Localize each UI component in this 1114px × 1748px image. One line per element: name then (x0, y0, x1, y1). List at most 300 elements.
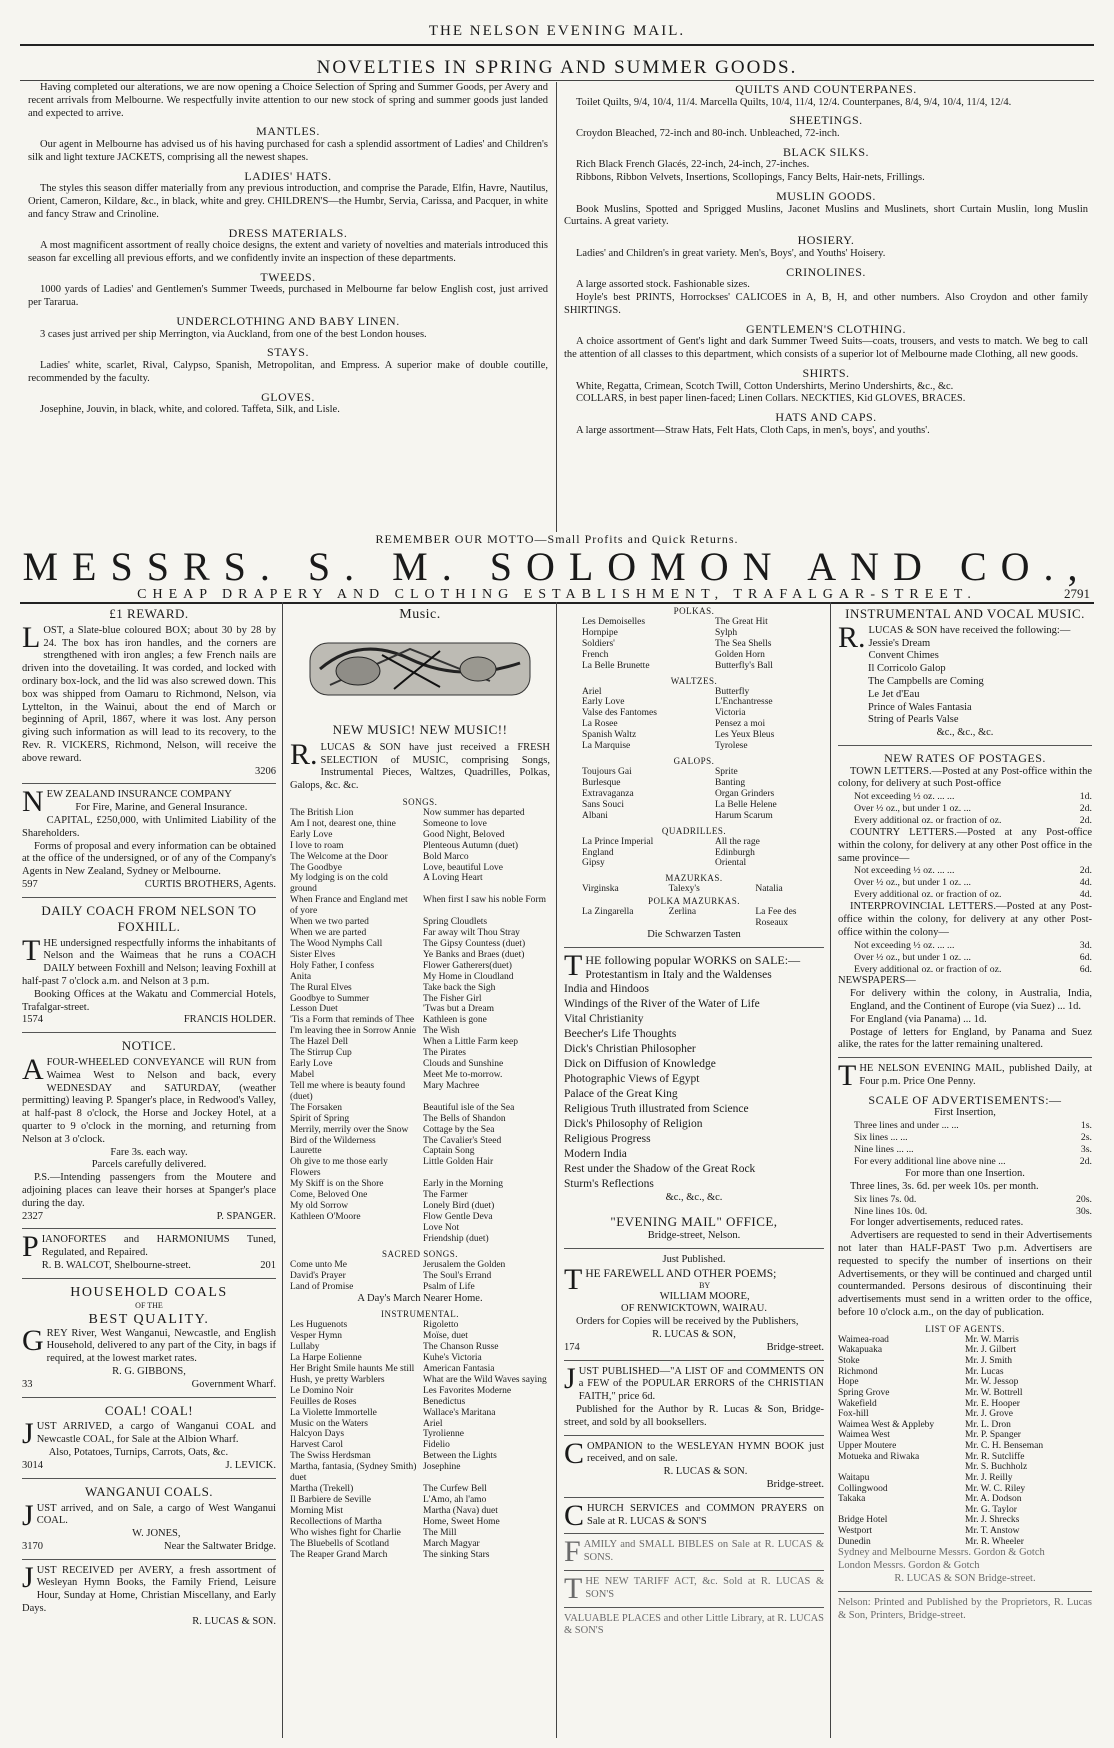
shirts-text: White, Regatta, Crimean, Scotch Twill, Cotton Undershirts, Merino Undershirts, &c., &c. (576, 380, 954, 392)
column-4: INSTRUMENTAL AND VOCAL MUSIC. R. LUCAS & SON have received the following:— Jessie's Dream Convent Chimes Il Corricolo Galop The Campbells are Coming Le Jet d'Eau Prince of Wales Fantasia String of Pearls Valse &c., &c., &c. NEW RATES OF POSTAGES. TOWN LETTERS.—Posted at any Post-office within the colony, for delivery at such Post-office Not exceeding ½ oz. ... ... 1d. Over ½ oz., but under 1 oz. ... 2d. Every additional oz. or fraction of oz. 2d. COUNTRY LETTERS.—Posted at any Post-office within the colony, for delivery at any other Post office in the same province— Not exceeding ½ oz. ... ... 2d. Over ½ oz., but under 1 oz. ... 4d. Every additional oz. or fraction of oz. 4d. INTERPROVINCIAL LETTERS.—Posted at any Post-office within the colony, for delivery at any other Post-office within the colony— Not exceeding ½ oz. ... ... 3d. Over ½ oz., but under 1 oz. ... 6d. Every additional oz. or fraction of oz. 6d. NEWSPAPERS— For delivery within the colony, in Australia, India, England, and the Continent of Europe (via Suez) ... 1d. For England (via Panama) ... 1d. Postage of letters for England, by Panama and Suez alike, the rates for the latter remaining unaltered. THE NELSON EVENING MAIL, published Daily, at Four p.m. Price One Penny. SCALE OF ADVERTISEMENTS:— First Insertion, Three lines and under ... ... 1s. Six lines ... ... 2s. Nine lines ... ... 3s. For every additional line above nine ... 2d. For more than one Insertion. Three lines, 3s. 6d. per week 10s. per month. Six lines 7s. 0d. 20s. Nine lines 10s. 0d. 30s. For longer advertisements, reduced rates. Advertisers are requested to send in their Advertisements not later than HALF-PAST Two p.m. Advertisers are requested to specify the number of insertions on their Advertisements, or they will be continued and charged until countermanded. Persons desirous of discontinuing their advertisements must send in a written order to the office, before 10 o'clock a.m., on the day of publication. LIST OF AGENTS. Waimea-road Mr. W. Marris Wakapuaka Mr. J. Gilbert Stoke Mr. J. Smith Richmond Mr. Lucas Hope Mr. W. Jessop Spring Grove Mr. W. Bottrell Wakefield Mr. E. Hooper Fox-hill Mr. J. Grove Waimea West & Appleby Mr. L. Dron Waimea West Mr. P. Spanger Upper Moutere Mr. C. H. Benseman Motueka and Riwaka Mr. R. Sutcliffe Mr. S. Buchholz Waitapu Mr. J. Reilly Collingwood Mr. W. C. Riley Takaka Mr. A. Dodson Mr. G. Taylor Bridge Hotel Mr. J. Shrecks Westport Mr. T. Anstow Dunedin Mr. R. Wheeler Sydney and Melbourne Messrs. Gordon & Gotch London Messrs. Gordon & Gotch R. LUCAS & SON Bridge-street. Nelson: Printed and Published by the Proprietors, R. Lucas & Son, Printers, Bridge-street. (838, 606, 1092, 1621)
fare-text: Fare 3s. each way. (110, 1146, 188, 1158)
work-title: Beecher's Life Thoughts (564, 1028, 677, 1041)
quilts-heading: QUILTS AND COUNTERPANES. (735, 82, 917, 96)
mail-initial: T (838, 1059, 857, 1093)
headline-rule (20, 80, 1094, 81)
column-2 (290, 606, 550, 1742)
silks-heading: BLACK SILKS. (782, 144, 869, 159)
agent-row (838, 1356, 1092, 1367)
wanganui-signature: W. JONES, (132, 1528, 181, 1540)
new-music-heading: NEW MUSIC! NEW MUSIC!! (332, 721, 508, 737)
coals-wharf: Government Wharf. (191, 1378, 276, 1390)
instrumental-title: L'Amo, ah l'amo (423, 1495, 487, 1506)
rate-value: 6d. (1079, 951, 1092, 963)
piano-number: 201 (260, 1259, 276, 1271)
song-title: Love, beautiful Love (423, 862, 503, 873)
sacred-song-title: David's Prayer (290, 1270, 346, 1281)
farewell-place: OF RENWICKTOWN, WAIRAU. (620, 1303, 768, 1315)
dance-title: Edinburgh (715, 847, 755, 858)
prints-text: Hoyle's best PRINTS, Horrockses' CALICOES in A, B, H, and other numbers. Also Croydon and other family SHIRTINGS. (564, 292, 1088, 316)
song-title: The Rural Elves (290, 982, 352, 993)
piece-title: String of Pearls Valse (868, 714, 959, 726)
instrumental-title: Benedictus (423, 1396, 466, 1407)
works-initial: T (564, 948, 583, 982)
notice-heading: NOTICE. (121, 1038, 177, 1054)
song-title: I love to roam (290, 840, 344, 851)
song-title: My old Sorrow (290, 1201, 349, 1212)
song-title: The Farmer (423, 1190, 468, 1201)
companion-signature: R. LUCAS & SON. (663, 1466, 748, 1478)
dance-title: Butterfly (715, 686, 750, 697)
first-insertion: First Insertion, (934, 1107, 996, 1119)
song-title: Anita (290, 971, 312, 982)
song-title: Oh give to me those early Flowers (290, 1157, 388, 1179)
work-title: Dick on Diffusion of Knowledge (564, 1058, 716, 1071)
song-title: Holy Father, I confess (290, 960, 375, 971)
separator (838, 1057, 1092, 1058)
town-rates (838, 791, 1092, 827)
just-published-note: Published for the Author by R. Lucas & Son, Bridge-street, and sold by all booksellers. (564, 1403, 824, 1428)
song-title: Clouds and Sunshine (423, 1059, 504, 1070)
dance-title: The Sea Shells (715, 638, 772, 649)
agent-place: Wakefield (838, 1398, 877, 1409)
song-title: Far away wilt Thou Stray (423, 928, 520, 939)
coals-signature: R. G. GIBBONS, (112, 1366, 186, 1377)
gloves-heading: GLOVES. (261, 389, 315, 404)
instrumental-title: Le Domino Noir (290, 1385, 354, 1396)
song-title: Flower Gatherers(duet) (423, 960, 512, 971)
agent-row (838, 1515, 1092, 1526)
agent-row (838, 1526, 1092, 1537)
sheetings-text: Croydon Bleached, 72-inch and 80-inch. Unbleached, 72-inch. (576, 128, 840, 140)
farewell-by: BY (699, 1280, 711, 1290)
work-title: Palace of the Great King (564, 1088, 678, 1101)
dance-title: Sans Souci (582, 799, 624, 810)
avery-text: UST RECEIVED per AVERY, a fresh assortment of Wesleyan Hymn Books, the Family Friend, Leisure Hour, Sunday at Home, Christian Miscellany, and Early Days. (22, 1564, 276, 1615)
nz-initial: N (22, 785, 44, 819)
separator (22, 1032, 276, 1033)
stays-heading: STAYS. (267, 345, 309, 360)
song-title: Early Love (290, 1059, 333, 1070)
work-title: Windings of the River of the Water of Life (564, 998, 760, 1011)
column-rule-1 (282, 602, 283, 1738)
work-title: Rest under the Shadow of the Great Rock (564, 1162, 756, 1175)
instrumental-title: Moïse, duet (423, 1331, 468, 1342)
tweeds-heading: TWEEDS. (260, 269, 316, 284)
coal-heading: COAL! COAL! (104, 1402, 194, 1418)
more-insertion: For more than one Insertion. (905, 1168, 1025, 1180)
tariff-text: HE NEW TARIFF ACT, &c. Sold at R. LUCAS & SON'S (585, 1575, 824, 1600)
dance-title: Hornpipe (582, 627, 618, 638)
rate-label: Three lines and under ... ... (854, 1120, 959, 1132)
work-title: Protestantism in Italy and the Waldenses (585, 968, 772, 981)
reward-initial: L (22, 620, 41, 654)
agent-row (838, 1345, 1092, 1356)
printed-by: Nelson: Printed and Published by the Proprietors, R. Lucas & Son, Printers, Bridge-street. (838, 1596, 1092, 1621)
song-title: The Wood Nymphs Call (290, 938, 383, 949)
scale-heading: SCALE OF ADVERTISEMENTS:— (868, 1092, 1062, 1107)
lucas-initial: R. (290, 737, 318, 771)
muslin-heading: MUSLIN GOODS. (776, 189, 876, 204)
music-instruments-illustration (290, 629, 550, 707)
rate-value: 3s. (1080, 1144, 1092, 1156)
dance-title: Extravaganza (582, 788, 634, 799)
agent-name: Mr. P. Spanger (965, 1430, 1021, 1441)
just-published-initial: J (564, 1361, 576, 1395)
song-title: Beautiful isle of the Sea (423, 1102, 515, 1113)
instrumental-title: Lullaby (290, 1342, 320, 1353)
dance-title: La Rosee (582, 719, 618, 730)
family-bibles-text: AMILY and SMALL BIBLES on Sale at R. LUCAS & SONS. (583, 1539, 824, 1564)
agent-row (838, 1441, 1092, 1452)
work-title: Vital Christianity (564, 1013, 644, 1026)
agent-row (838, 1388, 1092, 1399)
rate-row (838, 1132, 1092, 1144)
agent-place (838, 1462, 965, 1473)
agent-name: Mr. W. Bottrell (965, 1387, 1023, 1398)
song-title: The British Lion (290, 807, 354, 818)
instrumental-title: Between the Lights (423, 1451, 497, 1462)
instrumental-title: Music on the Waters (290, 1418, 368, 1429)
muslin-text: Book Muslins, Spotted and Sprigged Muslins, Jaconet Muslins and Muslinets, short Curtain Muslin, long Muslin Curtains. A great variety. (564, 203, 1088, 228)
instrumental-title: The Swiss Herdsman (290, 1451, 371, 1462)
ad-number: 2791 (1064, 586, 1090, 601)
agent-place: Hope (838, 1377, 859, 1388)
instrumental-title: Recollections of Martha (290, 1516, 382, 1527)
song-title: Captain Song (423, 1146, 475, 1157)
coals-number: 33 (22, 1378, 33, 1390)
dance-title: La Marquise (582, 741, 631, 752)
separator (564, 1497, 824, 1498)
song-title: The Welcome at the Door (290, 851, 388, 862)
column-rule-3 (830, 602, 831, 1738)
rate-row (838, 952, 1092, 964)
instrumental-title: Tyrolienne (423, 1429, 465, 1440)
song-title: Lesson Duet (290, 1004, 338, 1015)
separator (564, 1607, 824, 1608)
song-title: Goodbye to Summer (290, 993, 370, 1004)
just-published-text: UST PUBLISHED—"A LIST OF and COMMENTS ON a FEW of the POPULAR ERRORS of the CHRISTIAN FAITH," price 6d. (578, 1365, 824, 1403)
hosiery-heading: HOSIERY. (797, 233, 855, 248)
agent-name: Mr. R. Wheeler (965, 1536, 1024, 1547)
first-insertion-rates (838, 1120, 1092, 1168)
coal-signature: J. LEVICK. (225, 1459, 276, 1471)
dance-title: All the rage (715, 836, 760, 847)
dance-title: La Belle Brunette (582, 660, 650, 671)
rate-row (838, 1120, 1092, 1132)
songs-list (290, 808, 550, 1223)
gents-heading: GENTLEMEN'S CLOTHING. (746, 321, 906, 336)
instrumental-title: Martha (Trekell) (290, 1484, 354, 1495)
instrumental-title: Rigoletto (423, 1320, 459, 1331)
dance-title: Pensez a moi (715, 719, 766, 730)
country-rates (838, 865, 1092, 901)
piece-title: Il Corricolo Galop (868, 663, 946, 675)
instrumental-title: Kuhe's Victoria (423, 1353, 482, 1364)
wanganui-heading: WANGANUI COALS. (84, 1483, 214, 1499)
work-title: Sturm's Reflections (564, 1177, 654, 1190)
separator (22, 1559, 276, 1560)
underclothing-heading: UNDERCLOTHING AND BABY LINEN. (176, 314, 400, 329)
instrumental-title: Morning Mist (290, 1505, 344, 1516)
longer-ads: For longer advertisements, reduced rates. (850, 1217, 1024, 1229)
instrumental-title: Harvest Carol (290, 1440, 344, 1451)
coal-number: 3014 (22, 1459, 43, 1471)
rate-row (838, 791, 1092, 803)
postage-heading: NEW RATES OF POSTAGES. (884, 751, 1046, 766)
agent-name: Mr. A. Dodson (965, 1494, 1022, 1505)
reward-heading: £1 REWARD. (109, 606, 189, 621)
masthead-rule (20, 44, 1094, 46)
galops-heading: GALOPS. (673, 756, 715, 767)
song-title: Plenteous Autumn (duet) (423, 840, 518, 851)
instrumental-title: The Mill (423, 1527, 457, 1538)
song-title: When we are parted (290, 928, 367, 939)
agent-name: Mr. S. Buchholz (965, 1462, 1028, 1473)
dance-title: Zerlina (668, 907, 697, 918)
agent-place: Bridge Hotel (838, 1515, 888, 1526)
piano-text: IANOFORTES and HARMONIUMS Tuned, Regulated, and Repaired. (41, 1234, 276, 1259)
agent-row (838, 1420, 1092, 1431)
agent-row (838, 1377, 1092, 1388)
song-title: Take back the Sigh (423, 982, 496, 993)
reward-text: OST, a Slate-blue coloured BOX; about 30 by 28 by 24. The box has iron handles, and the corners are strengthened with iron angles; a few French nails are driven into the dovetailing. It was corded, and locked with ordinary box-lock, and the lid was also screwed down. This box was shipped from Oamaru to Richmond, Nelson, via Lyttelton, in the Wainui, about the end of March or beginning of April, 1867, where it was lost. Any person giving such information as will lead to its recovery, to the Rev. R. VICKERS, Richmond, Nelson, will receive the above reward. (22, 624, 276, 764)
quilts-text: Toilet Quilts, 9/4, 10/4, 11/4. Marcella Quilts, 10/4, 11/4, 12/4. Counterpanes, 8/4, 9/4, 10/4, 11/4, 12/4. (576, 96, 1012, 108)
song-title: Little Golden Hair (423, 1157, 494, 1168)
newspapers-england: For England (via Panama) (850, 1013, 961, 1025)
dance-title: The Great Hit (715, 616, 768, 627)
nz-capital: CAPITAL, £250,000, with Unlimited Liability of the Shareholders. (22, 815, 276, 839)
three-lines-rate: Three lines, 3s. 6d. per week 10s. per month. (850, 1180, 1039, 1192)
dance-title: Natalia (755, 884, 783, 895)
song-title: I'm leaving thee in Sorrow Annie (290, 1026, 416, 1037)
weekly-rates (838, 1194, 1092, 1218)
nz-subtitle: For Fire, Marine, and General Insurance. (75, 802, 248, 814)
hats-caps-text: A large assortment—Straw Hats, Felt Hats, Cloth Caps, in men's, boys', and youths'. (576, 424, 930, 436)
country-letters: COUNTRY LETTERS.—Posted at any Post-office within the colony, for delivery at any other Post office in the same province— (838, 827, 1092, 864)
mantles-heading: MANTLES. (256, 124, 320, 139)
agent-row (838, 1484, 1092, 1495)
newspapers-england-rate: 1d. (973, 1013, 987, 1025)
song-title: Am I not, dearest one, thine (290, 818, 396, 829)
instrumental-title: Les Favorites Moderne (423, 1385, 512, 1396)
dance-title: Early Love (582, 697, 625, 708)
agent-place: Wakapuaka (838, 1345, 883, 1356)
piano-signature: R. B. WALCOT, Shelbourne-street. (41, 1259, 191, 1271)
separator (22, 783, 276, 784)
crinolines-heading: CRINOLINES. (786, 264, 866, 279)
rate-label: Every additional oz. or fraction of oz. (854, 815, 1002, 827)
agent-row (838, 1430, 1092, 1441)
song-title: 'Twas but a Dream (423, 1004, 494, 1015)
agent-place (838, 1505, 965, 1516)
coach-initial: T (22, 933, 41, 967)
farewell-street: Bridge-street. (766, 1341, 824, 1353)
agent-place: Fox-hill (838, 1409, 869, 1420)
agent-row (838, 1367, 1092, 1378)
instrumental-title: Les Huguenots (290, 1320, 348, 1331)
dance-title: Oriental (715, 858, 747, 869)
rate-value: 1s. (1080, 1120, 1092, 1132)
instrumental-title: Vesper Hymn (290, 1331, 342, 1342)
song-title: Tell me where is beauty found (duet) (290, 1080, 406, 1102)
instrumental-title: La Violette Immortelle (290, 1407, 377, 1418)
nz-number: 597 (22, 879, 38, 890)
polkas-list (564, 617, 824, 672)
coals-of: OF THE (135, 1300, 163, 1310)
rate-value: 30s. (1075, 1205, 1092, 1217)
instrumental-list (290, 1320, 550, 1560)
agent-name: Mr. T. Anstow (965, 1526, 1020, 1537)
agent-name: Mr. J. Gilbert (965, 1345, 1017, 1356)
sacred-song-title: The Soul's Errand (423, 1270, 492, 1281)
song-title: The Hazel Dell (290, 1037, 349, 1048)
separator (22, 1478, 276, 1479)
dance-title: La Belle Helene (715, 799, 777, 810)
instrumental-title: What are the Wild Waves saying (423, 1374, 547, 1385)
agent-place: Collingwood (838, 1483, 888, 1494)
song-title: The Goodbye (290, 862, 342, 873)
agent-name: Mr. W. C. Riley (965, 1483, 1026, 1494)
family-initial: F (564, 1535, 581, 1569)
mazurkas-heading: MAZURKAS. (665, 873, 723, 884)
separator (564, 1533, 824, 1534)
song-title: The Wish (423, 1026, 460, 1037)
rate-label: Over ½ oz., but under 1 oz. ... (854, 803, 971, 815)
works-intro: HE following popular WORKS on SALE:— (585, 952, 801, 967)
agent-place: Upper Moutere (838, 1441, 897, 1452)
newspapers-colony: For delivery within the colony, in Australia, India, England, and the Continent of Europe (via Suez) (850, 988, 1092, 1013)
dance-title: Banting (715, 777, 746, 788)
rate-row (838, 964, 1092, 976)
interprovincial-letters: INTERPROVINCIAL LETTERS.—Posted at any Post-office within the colony, for delivery at any other Post-office within the colony— (838, 901, 1092, 938)
polka-mazurkas-heading: POLKA MAZURKAS. (647, 896, 740, 907)
establishment-line: CHEAP DRAPERY AND CLOTHING ESTABLISHMENT, TRAFALGAR-STREET. (137, 587, 977, 602)
dance-title: Harum Scarum (715, 810, 773, 821)
sacred-song-title: Jerusalem the Golden (423, 1259, 506, 1270)
hosiery-text: Ladies' and Children's in great variety. Men's, Boys', and Youths' Hoisery. (576, 247, 886, 259)
song-title: Ye Banks and Braes (duet) (423, 949, 525, 960)
coal-text: UST ARRIVED, a cargo of Wanganui COAL and Newcastle COAL, for Sale at the Albion Wharf. (36, 1421, 276, 1446)
rate-value: 2d. (1079, 865, 1092, 877)
song-title: Friendship (duet) (423, 1233, 489, 1244)
gents-text: A choice assortment of Gent's light and dark Summer Tweed Suits—coats, trousers, and vests to match. We beg to call the attention of all classes to this department, which consists of a superior lot of Melbourne made Clothing, all new goods. (564, 336, 1088, 361)
agent-row (838, 1537, 1092, 1548)
rate-value: 20s. (1075, 1193, 1092, 1205)
underclothing-text: 3 cases just arrived per ship Merrington, via Auckland, from one of the best London houses. (40, 328, 427, 340)
agents-list (838, 1335, 1092, 1548)
coals-initial: G (22, 1323, 44, 1357)
separator (564, 947, 824, 948)
sacred-song-title: Psalm of Life (423, 1281, 475, 1292)
instrumental-title: Martha, fantasia, (Sydney Smith) duet (290, 1462, 417, 1484)
tariff-initial: T (564, 1571, 583, 1605)
dance-title: Sylph (715, 627, 738, 638)
instrumental-title: American Fantasia (423, 1363, 495, 1374)
messrs-banner: MESSRS. S. M. SOLOMON AND CO., (22, 544, 1092, 589)
coals-text: REY River, West Wanganui, Newcastle, and English Household, delivered to any part of the City, in bags if required, at the lowest market rates. (46, 1327, 276, 1365)
masthead: THE NELSON EVENING MAIL. (428, 23, 686, 39)
song-title: The Cavalier's Steed (423, 1135, 502, 1146)
avery-initial: J (22, 1560, 34, 1594)
avery-signature: R. LUCAS & SON. (192, 1615, 276, 1627)
work-title: India and Hindoos (564, 983, 649, 996)
separator (564, 1435, 824, 1436)
quadrilles-list (564, 837, 824, 870)
dance-title: Spanish Waltz (582, 730, 637, 741)
agent-name: Mr. J. Reilly (965, 1472, 1013, 1483)
separator (564, 1570, 824, 1571)
piano-initial: P (22, 1230, 39, 1264)
rate-row (838, 1194, 1092, 1206)
waltzes-heading: WALTZES. (670, 675, 718, 686)
instrumental-title: Home, Sweet Home (423, 1516, 500, 1527)
nz-title: EW ZEALAND INSURANCE COMPANY (46, 789, 232, 801)
agent-name: Mr. R. Sutcliffe (965, 1451, 1025, 1462)
church-initial: C (564, 1498, 585, 1532)
agent-row (838, 1335, 1092, 1346)
polkas-heading: POLKAS. (673, 606, 715, 616)
rate-label: Six lines 7s. 0d. (854, 1193, 917, 1205)
song-title: Mabel (290, 1070, 315, 1081)
agent-place: Takaka (838, 1494, 866, 1505)
coach-signature: FRANCIS HOLDER. (183, 1014, 276, 1026)
separator (22, 897, 276, 898)
lucas-bridge: R. LUCAS & SON Bridge-street. (894, 1572, 1036, 1584)
instrumental-title: Her Bright Smile haunts Me still (290, 1363, 415, 1374)
song-title: Sister Elves (290, 949, 336, 960)
rate-label: Not exceeding ½ oz. ... ... (854, 791, 955, 803)
dance-title: Organ Grinders (715, 788, 775, 799)
instrumental-title: March Magyar (423, 1538, 480, 1549)
church-text: HURCH SERVICES and COMMON PRAYERS on Sale at R. LUCAS & SON'S (587, 1502, 824, 1527)
rate-value: 1d. (1079, 791, 1092, 803)
interprovincial-rates (838, 940, 1092, 976)
song-title: The Forsaken (290, 1102, 342, 1113)
column-rule-2 (556, 602, 557, 1738)
instrumental-vocal-initial: R. (838, 620, 866, 654)
song-title: Bold Marco (423, 851, 469, 862)
companion-initial: C (564, 1436, 585, 1470)
agent-row (838, 1505, 1092, 1516)
intro-text: Having completed our alterations, we are now opening a Choice Selection of Spring and Summer Goods, per Avery and recent arrivals from Melbourne. We respectfully invite attention to our new stock of spring and summer goods just landed and expected to arrive. (28, 82, 548, 119)
office-address: Bridge-street, Nelson. (647, 1230, 741, 1242)
song-title: Kathleen is gone (423, 1015, 487, 1026)
instrumental-title: The Reaper Grand March (290, 1549, 388, 1560)
song-title: Good Night, Beloved (423, 829, 505, 840)
wanganui-initial: J (22, 1498, 34, 1532)
song-title: Spirit of Spring (290, 1113, 350, 1124)
agent-row (838, 1452, 1092, 1463)
agent-place: Waimea West & Appleby (838, 1419, 935, 1430)
companion-text: OMPANION to the WESLEYAN HYMN BOOK just received, and on sale. (587, 1440, 824, 1465)
song-title: Laurette (290, 1146, 322, 1157)
sacred-song-title: Come unto Me (290, 1259, 347, 1270)
sacred-end: A Day's March Nearer Home. (357, 1292, 483, 1304)
song-title: Bird of the Wilderness (290, 1135, 376, 1146)
agent-place: Dunedin (838, 1536, 871, 1547)
rate-row (838, 889, 1092, 901)
rate-value: 4d. (1079, 877, 1092, 889)
agent-place: Westport (838, 1526, 873, 1537)
mail-text: HE NELSON EVENING MAIL, published Daily, at Four p.m. Price One Penny. (859, 1063, 1092, 1088)
galops-list (564, 767, 824, 822)
dance-title: Virginska (582, 884, 619, 895)
office-heading: "EVENING MAIL" OFFICE, (610, 1214, 778, 1230)
waltzes-list (564, 687, 824, 753)
instrumental-title: Who wishes fight for Charlie (290, 1527, 401, 1538)
advertiser-note: Advertisers are requested to send in their Advertisements not later than HALF-PAST Two p.m. Advertisers are requested to specify the number of insertions on their Advertisements, or they will be continued and charged until countermanded. Persons desirous of discontinuing their advertisements must send in a written order to the office, before 10 o'clock a.m., on the day of publication. (838, 1230, 1092, 1319)
